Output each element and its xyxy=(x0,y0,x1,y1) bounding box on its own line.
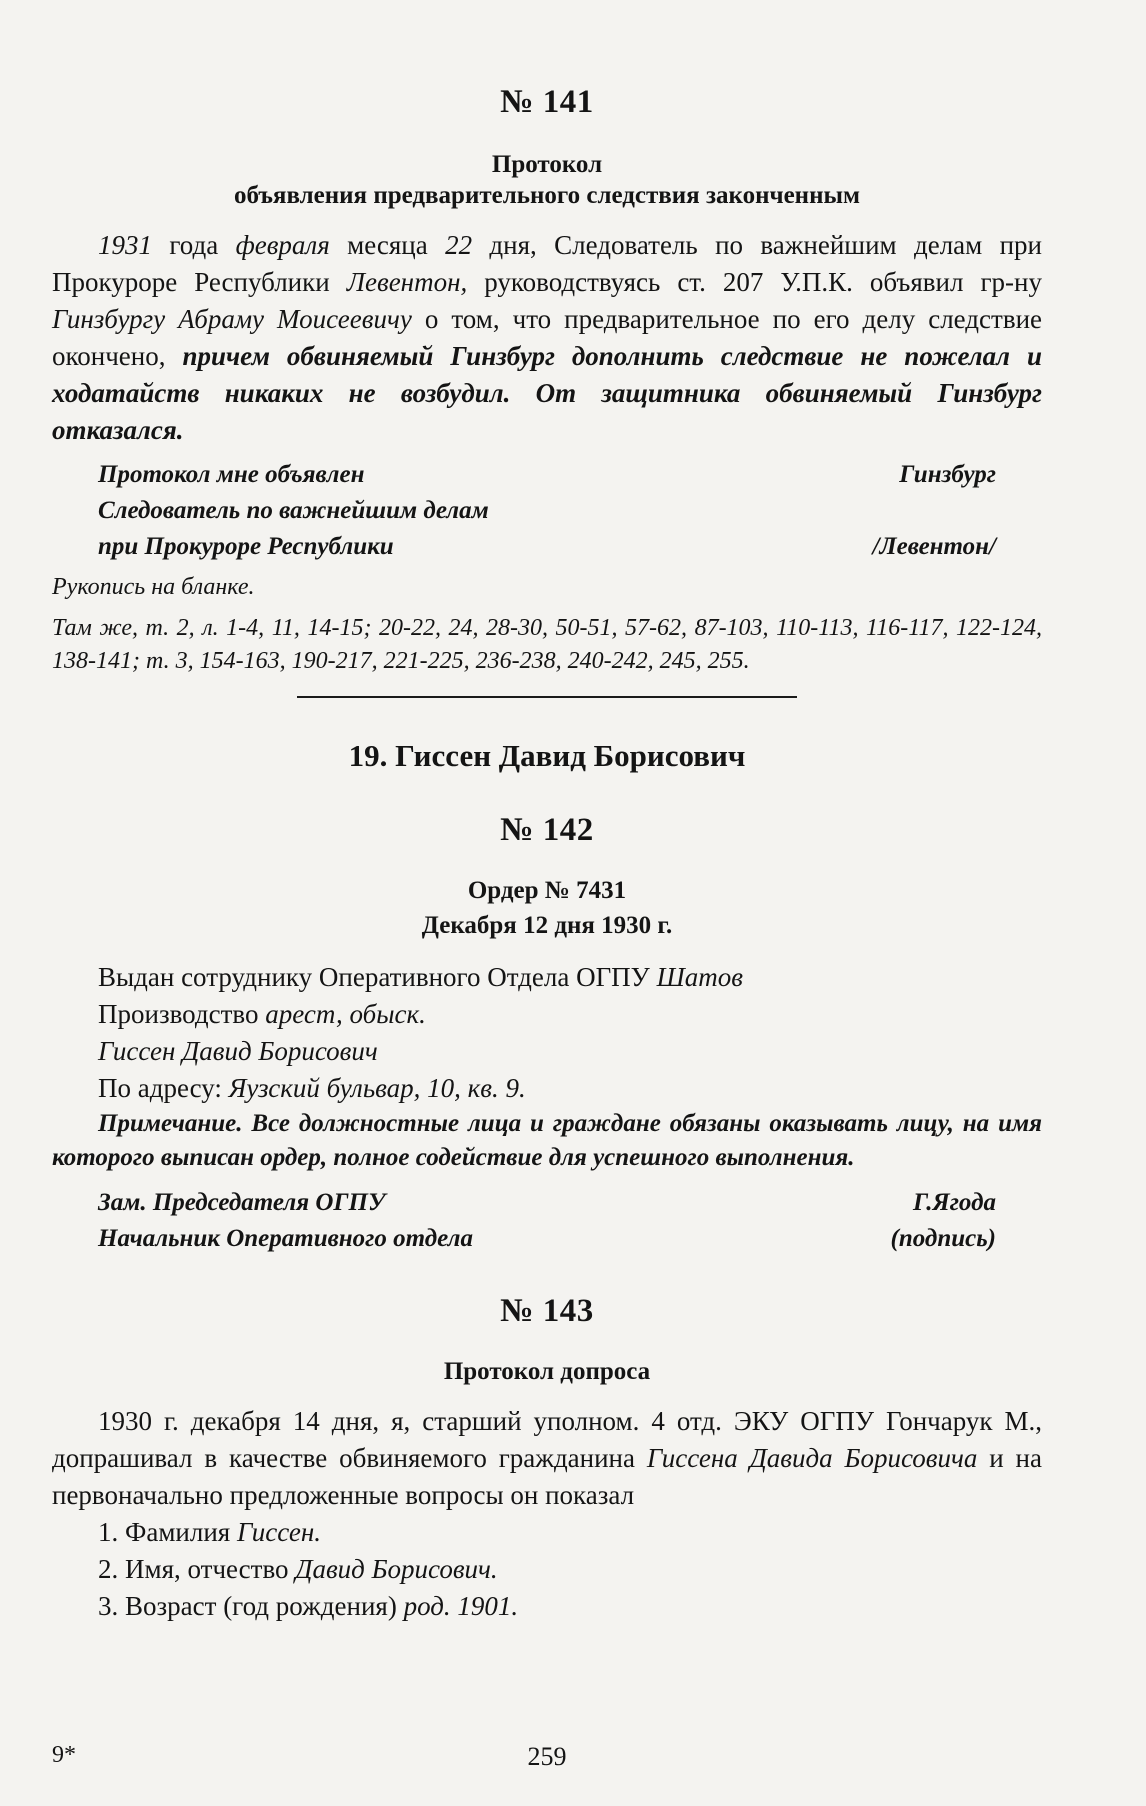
text-run: Гиссена Давида Борисовича xyxy=(646,1443,978,1473)
page-footer xyxy=(52,1742,1042,1772)
doc-143-item-3: 3. Возраст (год рождения) род. 1901. xyxy=(98,1591,519,1621)
text-run: 1931 xyxy=(98,230,152,260)
doc-141-archival-note: Рукопись на бланке. xyxy=(52,574,255,600)
signature-label: при Прокуроре Республики xyxy=(98,533,394,560)
doc-142-action-line: Производство арест, обыск. xyxy=(98,999,426,1029)
signature-label: Начальник Оперативного отдела xyxy=(98,1225,473,1252)
signature-name: Гинзбург xyxy=(899,461,996,488)
signature-label: Протокол мне объявлен xyxy=(98,461,365,488)
doc-141-source-reference: Там же, т. 2, л. 1-4, 11, 14-15; 20-22, 24, 28-30, 50-51, 57-62, 87-103, 110-113, 116-117, 122-124, 138-141; т. 3, 154-163, 190-217, 221-225, 236-238, 240-242, 245, 255. xyxy=(52,615,1042,674)
doc-142-signature-row-1 xyxy=(52,1185,1042,1221)
sheet-signature-mark: 9* xyxy=(52,1742,76,1768)
doc-141-title: Протокол xyxy=(491,151,603,178)
text-run: 22 xyxy=(445,230,473,260)
doc-143-number: № 143 xyxy=(500,1293,594,1329)
doc-141-subtitle: объявления предварительного следствия законченным xyxy=(233,182,861,209)
signature-label: Следователь по важнейшим делам xyxy=(98,497,489,524)
text-run: и на первоначально предложенные вопросы он показал xyxy=(52,1443,1042,1510)
signature-label: Зам. Председателя ОГПУ xyxy=(98,1189,386,1216)
doc-141-signature-row-1 xyxy=(52,457,1042,493)
doc-142-person-line: Гиссен Давид Борисович xyxy=(98,1036,378,1066)
signature-name: /Левентон/ xyxy=(872,533,996,560)
doc-141-signature-row-2 xyxy=(52,493,1042,529)
doc-141-paragraph xyxy=(52,227,1042,449)
signature-name: Г.Ягода xyxy=(913,1189,996,1216)
text-run: о том, что предварительное по его делу следствие окончено, xyxy=(52,304,1043,371)
doc-142-title: Ордер № 7431 xyxy=(467,877,627,904)
page-number: 259 xyxy=(527,1742,567,1771)
doc-142-remark: Примечание. Все должностные лица и граждане обязаны оказывать лицу, на имя которого выписан ордер, полное содействие для успешного выполнения. xyxy=(52,1110,1042,1171)
doc-143-title: Протокол допроса xyxy=(443,1358,651,1385)
doc-142-issued-line: Выдан сотруднику Оперативного Отдела ОГПУ Шатов xyxy=(98,962,743,992)
doc-142-number: № 142 xyxy=(500,812,594,848)
text-column xyxy=(52,0,1042,1625)
doc-141-number: № 141 xyxy=(500,84,594,120)
text-run: Гинзбургу Абраму Моисеевичу xyxy=(52,304,412,334)
text-run: Левентон, xyxy=(346,267,468,297)
doc-143-paragraph xyxy=(52,1403,1042,1514)
doc-142-signature-row-2 xyxy=(52,1221,1042,1257)
doc-143-item-1: 1. Фамилия Гиссен. xyxy=(98,1517,322,1547)
text-run: месяца xyxy=(329,230,446,260)
doc-143-item-2: 2. Имя, отчество Давид Борисович. xyxy=(98,1554,498,1584)
doc-142-date: Декабря 12 дня 1930 г. xyxy=(421,912,673,939)
text-run: 1930 г. декабря 14 дня, я, старший уполном. 4 отд. ЭКУ ОГПУ Гончарук М., допрашивал в качестве обвиняемого гражданина xyxy=(52,1406,1042,1473)
signature-name: (подпись) xyxy=(890,1225,996,1252)
text-run: февраля xyxy=(235,230,330,260)
text-run: года xyxy=(152,230,236,260)
doc-141-signature-row-3 xyxy=(52,529,1042,565)
doc-142-address-line: По адресу: Яузский бульвар, 10, кв. 9. xyxy=(98,1073,526,1103)
text-run: дня, Следователь по важнейшим делам при Прокуроре Республики xyxy=(52,230,1042,297)
text-run: руководствуясь ст. 207 У.П.К. объявил гр-ну xyxy=(467,267,1042,297)
text-run: причем обвиняемый Гинзбург дополнить следствие не пожелал и ходатайств никаких не возбудил. От защитника обвиняемый Гинзбург отказался. xyxy=(52,341,1043,445)
chapter-heading: 19. Гиссен Давид Борисович xyxy=(348,738,746,773)
